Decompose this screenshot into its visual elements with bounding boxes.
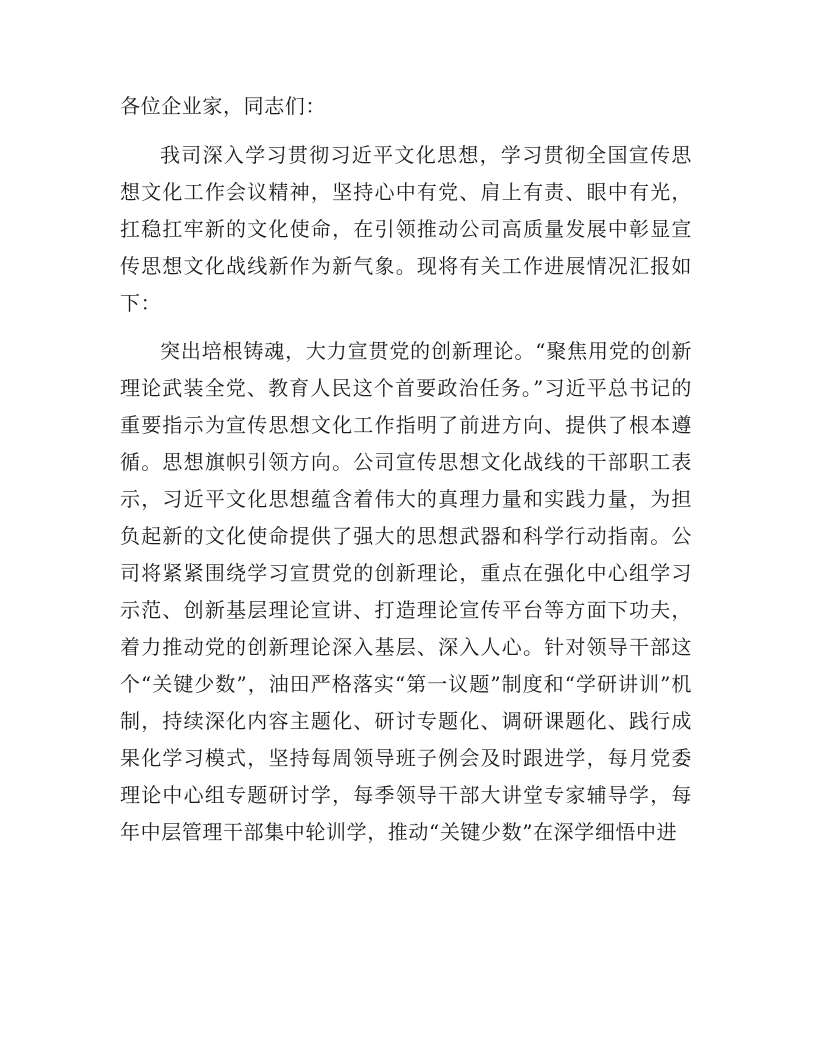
- salutation: 各位企业家，同志们：: [120, 94, 326, 118]
- paragraph-intro: 我司深入学习贯彻习近平文化思想，学习贯彻全国宣传思想文化工作会议精神，坚持心中有党、肩上有责、眼中有光，扛稳扛牢新的文化使命，在引领推动公司高质量发展中彰显宣传思想文化战线新作为新气象。现将有关工作进展情况汇报如下：: [120, 143, 692, 315]
- document-body: [120, 88, 692, 862]
- paragraph-theory: 突出培根铸魂，大力宣贯党的创新理论。“聚焦用党的创新理论武装全党、教育人民这个首要政治任务。”习近平总书记的重要指示为宣传思想文化工作指明了前进方向、提供了根本遵循。思想旗帜引领方向。公司宣传思想文化战线的干部职工表示，习近平文化思想蕴含着伟大的真理力量和实践力量，为担负起新的文化使命提供了强大的思想武器和科学行动指南。公司将紧紧围绕学习宣贯党的创新理论，重点在强化中心组学习示范、创新基层理论宣讲、打造理论宣传平台等方面下功夫，着力推动党的创新理论深入基层、深入人心。针对领导干部这个“关键少数”，油田严格落实“第一议题”制度和“学研讲训”机制，持续深化内容主题化、研讨专题化、调研课题化、践行成果化学习模式，坚持每周领导班子例会及时跟进学，每月党委理论中心组专题研讨学，每季领导干部大讲堂专家辅导学，每年中层管理干部集中轮训学，推动“关键少数”在深学细悟中进: [120, 339, 692, 844]
